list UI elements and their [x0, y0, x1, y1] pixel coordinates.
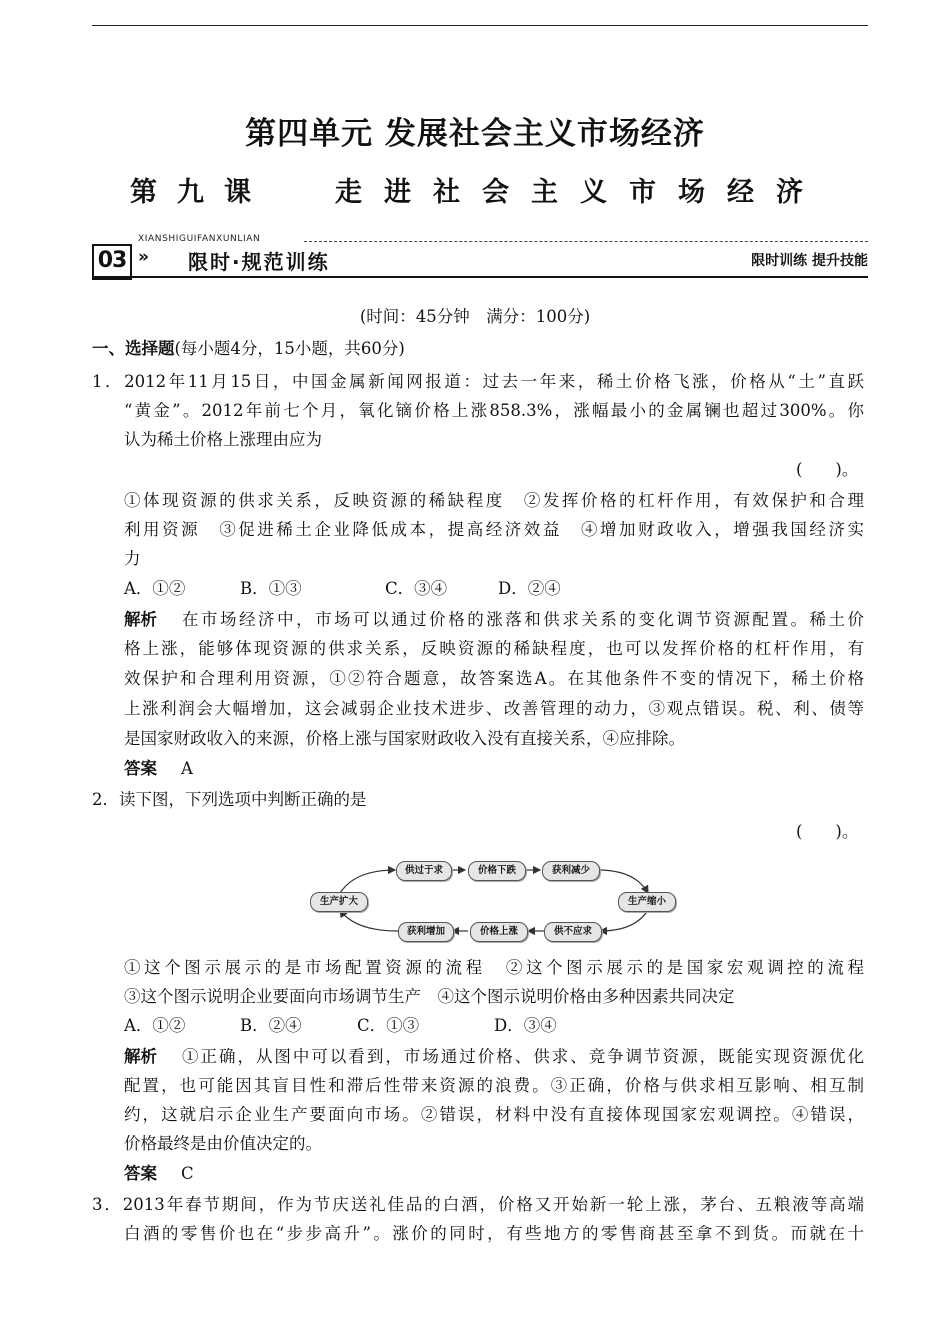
q1-line-2: “黄金”。2012年前七个月，氧化镝价格上涨858.3%，涨幅最小的金属镧也超过300%。你 [124, 401, 864, 420]
q1-answer-blank: ( )。 [796, 460, 859, 479]
arrow-more-profit-to-expand [340, 910, 398, 931]
q3-line-1: 3．2013年春节期间，作为节庆送礼佳品的白酒，价格又开始新一轮上涨，茅台、五粮液等高端 [92, 1195, 864, 1214]
q1-analysis-label: 解析 [124, 610, 157, 629]
lesson-label: 第九课 [130, 177, 271, 208]
exam-info: (时间：45分钟 满分：100分) [359, 307, 591, 326]
q2-analysis-line-4: 价格最终是由价值决定的。 [124, 1134, 322, 1153]
node-supply-exceeds-demand: 供过于求 [396, 861, 452, 881]
q2-answer-blank: ( )。 [796, 822, 859, 841]
node-supply-short: 供不应求 [544, 922, 602, 942]
section-heading-note: (每小题4分，15小题，共60分) [174, 339, 405, 358]
market-flow-diagram [310, 852, 675, 948]
q1-option-line-2: 利用资源 ③促进稀土企业降低成本，提高经济效益 ④增加财政收入，增强我国经济实 [124, 520, 864, 539]
dashed-rule [304, 241, 868, 242]
q2-option-line-1: ①这个图示展示的是市场配置资源的流程 ②这个图示展示的是国家宏观调控的流程 [124, 958, 864, 977]
section-pinyin: XIANSHIGUIFANXUNLIAN [138, 234, 261, 244]
q1-choice-c: C．③④ [385, 579, 448, 598]
lesson-topic: 走进社会主义市场经济 [335, 177, 825, 208]
q1-choice-b: B．①③ [240, 579, 302, 598]
section-number: 03 [92, 244, 132, 280]
q1-option-line-3: 力 [124, 549, 141, 568]
q1-analysis-line-3: 效保护和合理利用资源，①②符合题意，故答案选A。在其他条件不变的情况下，稀土价格 [124, 669, 864, 688]
q2-choice-c: C．①③ [357, 1016, 420, 1035]
q2-option-line-2: ③这个图示说明企业要面向市场调节生产 ④这个图示说明价格由多种因素共同决定 [124, 987, 735, 1006]
lesson-title [130, 170, 830, 210]
q1-analysis-line-1: 在市场经济中，市场可以通过价格的涨落和供求关系的变化调节资源配置。稀土价 [182, 610, 864, 629]
q2-analysis-line-2: 配置，也可能因其盲目性和滞后性带来资源的浪费。③正确，价格与供求相互影响、相互制 [124, 1076, 864, 1095]
node-production-expand: 生产扩大 [310, 892, 368, 912]
q1-answer: A [181, 759, 193, 778]
q1-line-3: 认为稀土价格上涨理由应为 [124, 430, 322, 449]
q3-line-2: 白酒的零售价也在“步步高升”。涨价的同时，有些地方的零售商甚至拿不到货。而就在十 [124, 1224, 864, 1243]
arrow-shrink-to-shortage [600, 910, 648, 931]
q2-choice-a: A．①② [124, 1016, 186, 1035]
q1-answer-label: 答案 [124, 759, 157, 778]
q2-analysis-line-1: ①正确，从图中可以看到，市场通过价格、供求、竞争调节资源，既能实现资源优化 [182, 1047, 864, 1066]
node-profit-increase: 获利增加 [398, 922, 454, 942]
node-price-fall: 价格下跌 [468, 861, 526, 881]
q2-analysis-label: 解析 [124, 1047, 157, 1066]
q1-analysis-line-2: 格上涨，能够体现资源的供求关系，反映资源的稀缺程度，也可以发挥价格的杠杆作用，有 [124, 639, 864, 658]
section-slogan: 限时训练 提升技能 [751, 253, 868, 269]
banner-rule [92, 276, 868, 278]
q1-choice-d: D．②④ [498, 579, 561, 598]
section-title: 限时·规范训练 [188, 250, 330, 274]
q1-option-line-1: ①体现资源的供求关系，反映资源的稀缺程度 ②发挥价格的杠杆作用，有效保护和合理 [124, 491, 864, 510]
q2-answer: C [181, 1164, 194, 1183]
arrow-less-profit-to-shrink [598, 870, 648, 893]
node-profit-decrease: 获利减少 [542, 861, 600, 881]
unit-title: 第四单元 发展社会主义市场经济 [245, 116, 705, 152]
q1-choice-a: A．①② [124, 579, 186, 598]
q2-choice-d: D．③④ [494, 1016, 557, 1035]
q2-analysis-line-3: 约，这就启示企业生产要面向市场。②错误，材料中没有直接体现国家宏观调控。④错误， [124, 1105, 864, 1124]
q1-line-1: 1．2012年11月15日，中国金属新闻网报道：过去一年来，稀土价格飞涨，价格从“土”直跃 [92, 372, 864, 391]
section-heading-label: 一、选择题 [92, 339, 175, 358]
q2-answer-label: 答案 [124, 1164, 157, 1183]
q2-line: 2．读下图，下列选项中判断正确的是 [92, 790, 367, 809]
q1-analysis-line-5: 是国家财政收入的来源，价格上涨与国家财政收入没有直接关系，④应排除。 [124, 729, 685, 748]
arrow-expand-to-surplus [340, 870, 395, 893]
section-banner [92, 234, 868, 278]
q2-choice-b: B．②④ [240, 1016, 302, 1035]
node-price-rise: 价格上涨 [470, 922, 528, 942]
q1-analysis-line-4: 上涨利润会大幅增加，这会减弱企业技术进步、改善管理的动力，③观点错误。税、利、债等 [124, 699, 864, 718]
top-rule [92, 25, 868, 26]
section-heading [92, 339, 405, 359]
node-production-shrink: 生产缩小 [618, 892, 676, 912]
chevron-right-icon: » [138, 247, 149, 267]
